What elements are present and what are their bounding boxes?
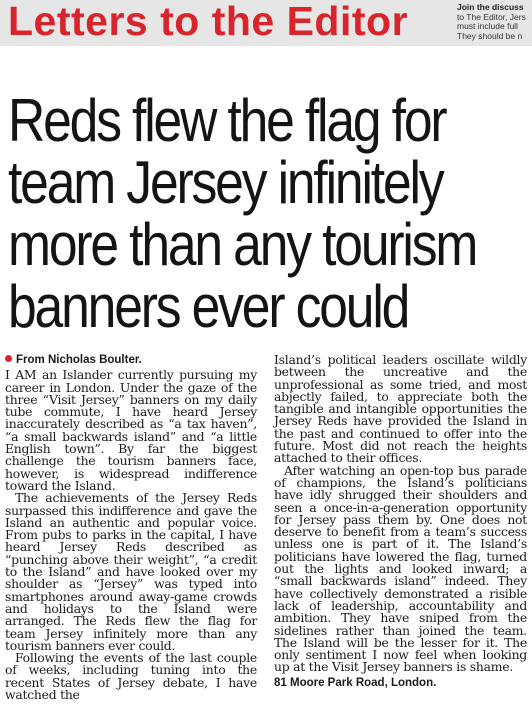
bullet-icon xyxy=(5,355,12,362)
headline-line: banners ever could xyxy=(8,273,409,340)
author-address: 81 Moore Park Road, London. xyxy=(274,676,437,689)
headline-line: team Jersey infinitely xyxy=(8,149,443,216)
letter-paragraph: Island’s political leaders oscillate wildly between the uncreative and the unprofessional as some tried, and most abjectly failed, to appreciate both the tangible and intangible opportunities the Jersey Reds have provided the Island in the past and continued to offer into the future. Most did not reach the heights attached to their offices. xyxy=(274,352,527,466)
letter-headline xyxy=(8,87,477,340)
letter-column-right xyxy=(274,354,527,689)
headline-line: more than any tourism xyxy=(8,211,477,278)
byline-text: From Nicholas Boulter. xyxy=(16,354,142,366)
submission-note-line: They should be n xyxy=(457,30,523,41)
submission-note xyxy=(457,3,532,41)
letter-paragraph: I AM an Islander currently pursuing my career in London. Under the gaze of the three “Visit Jersey” banners on my daily tube commute, I have heard Jersey inaccurately described as “a tax haven”, “a small backwards island” and “a little English town”. By far the biggest challenge the tourism banners face, however, is widespread indifference toward the Island. xyxy=(5,367,257,493)
masthead xyxy=(0,0,532,46)
letter-paragraph: The achievements of the Jersey Reds surpassed this indifference and gave the Island an authentic and popular voice. From pubs to parks in the capital, I have heard Jersey Reds described as “punching above their weight”, “a credit to the Island” and have looked over my shoulder as “Jersey” was typed into smartphones around away-game crowds and holidays to the Island were arranged. The Reds flew the flag for team Jersey infinitely more than any tourism banners ever could. xyxy=(5,490,257,653)
letter-paragraph: After watching an open-top bus parade of champions, the Island’s politicians have idly shrugged their shoulders and seen a once-in-a-generation opportunity for Jersey pass them by. One does not deserve to benefit from a team’s success unless one is part of it. The Island’s politicians have lowered the flag, turned out the lights and looked inward; a “small backwards island” indeed. They have collectively demonstrated a risible lack of leadership, accountability and ambition. They have sniped from the sidelines rather than joined the team. The Island will be the lesser for it. The only sentiment I now feel when looking up at the Visit Jersey banners is shame. xyxy=(274,462,527,675)
byline xyxy=(5,354,257,366)
letter-paragraph: Following the events of the last couple of weeks, including tuning into the recent States of Jersey debate, I have watched the xyxy=(5,650,257,703)
headline-line: Reds flew the flag for xyxy=(8,87,446,154)
submission-note-line: must include full xyxy=(457,21,518,31)
submission-note-line: to The Editor, Jers xyxy=(457,11,526,22)
section-title: Letters to the Editor xyxy=(8,0,409,44)
submission-note-heading: Join the discuss xyxy=(457,3,524,12)
letter-column-left xyxy=(5,354,257,701)
